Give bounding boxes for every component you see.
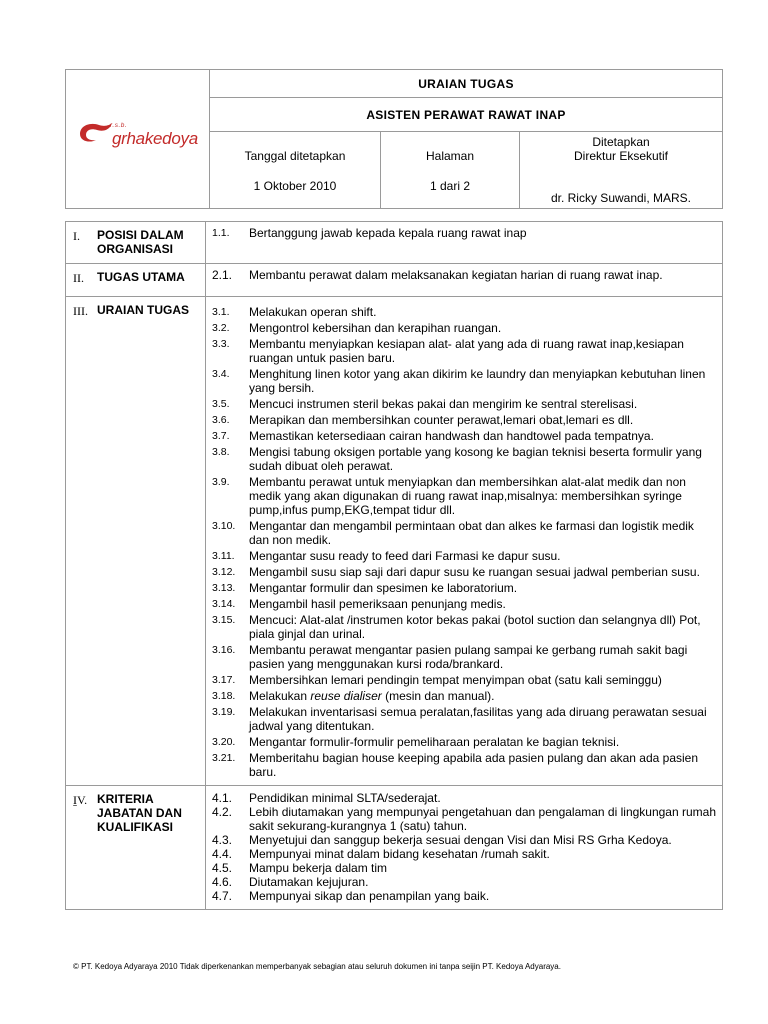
item-number: 3.19. — [212, 706, 236, 718]
item-number: 3.1. — [212, 306, 230, 318]
section-row — [66, 786, 723, 910]
item-number: 4.1. — [212, 791, 233, 805]
page-cell — [381, 132, 520, 209]
section-row — [66, 264, 723, 297]
item-number: 3.10. — [212, 520, 236, 532]
item-text: Memastikan ketersediaan cairan handwash dan handtowel pada tempatnya. — [249, 429, 654, 443]
item-text: Mampu bekerja dalam tim — [249, 861, 388, 875]
item-text-emphasis: reuse dialiser — [310, 689, 382, 703]
item-text: Melakukan operan shift. — [249, 305, 377, 319]
item-text-part: Melakukan — [249, 689, 311, 703]
section-row — [66, 222, 723, 264]
item-number: 4.3. — [212, 833, 233, 847]
item-text — [249, 689, 716, 703]
item-text: Mengantar formulir-formulir pemeliharaan peralatan ke bagian teknisi. — [249, 735, 620, 749]
section-items — [206, 786, 723, 910]
list-item — [212, 791, 716, 805]
approver-name: dr. Ricky Suwandi, MARS. — [550, 191, 692, 205]
item-text: Pendidikan minimal SLTA/sederajat. — [249, 791, 441, 805]
item-number: 3.4. — [212, 368, 230, 380]
approval-cell — [520, 132, 723, 209]
list-item — [212, 597, 716, 611]
item-text: Mengisi tabung oksigen portable yang kosong ke bagian teknisi beserta formulir yang sudah dibuat oleh perawat. — [249, 445, 702, 473]
section-items — [206, 222, 723, 264]
list-item — [212, 337, 716, 365]
section-number: II. — [66, 264, 94, 297]
item-text: Diutamakan kejujuran. — [249, 875, 369, 889]
item-number: 3.18. — [212, 690, 236, 702]
item-text: Menghitung linen kotor yang akan dikirim ke laundry dan menyiapkan kebutuhan linen yang bersih. — [249, 367, 706, 395]
item-text: Membantu perawat dalam melaksanakan kegiatan harian di ruang rawat inap. — [249, 268, 663, 282]
list-item — [212, 875, 716, 889]
item-number: 4.4. — [212, 847, 233, 861]
list-item — [212, 413, 716, 427]
list-item — [212, 226, 716, 240]
section-title: TUGAS UTAMA — [93, 264, 206, 297]
list-item — [212, 833, 716, 847]
list-item — [212, 549, 716, 563]
list-item — [212, 305, 716, 319]
section-number: I̱V. — [66, 786, 94, 910]
list-item — [212, 613, 716, 641]
list-item — [212, 735, 716, 749]
item-number: 3.17. — [212, 674, 236, 686]
item-text: Melakukan inventarisasi semua peralatan,fasilitas yang ada diruang perawatan sesuai jadwal yang ditentukan. — [249, 705, 707, 733]
list-item — [212, 889, 716, 903]
item-number: 2.1. — [212, 268, 233, 282]
list-item — [212, 565, 716, 579]
item-number: 1.1. — [212, 227, 230, 239]
document-header — [65, 69, 723, 209]
logo-cell — [66, 70, 210, 209]
logo-small-text: r.s.b. — [110, 122, 128, 129]
item-number: 3.6. — [212, 414, 230, 426]
item-text: Mengantar dan mengambil permintaan obat dan alkes ke farmasi dan logistik medik dan non medik. — [249, 519, 694, 547]
item-text: Merapikan dan membersihkan counter perawat,lemari obat,lemari es dll. — [249, 413, 634, 427]
page-label: Halaman — [425, 149, 475, 163]
list-item — [212, 321, 716, 335]
section-title: POSISI DALAM ORGANISASI — [93, 222, 206, 264]
item-text: Mengantar formulir dan spesimen ke laboratorium. — [249, 581, 518, 595]
item-text: Mengontrol kebersihan dan kerapihan ruangan. — [249, 321, 502, 335]
list-item — [212, 689, 716, 703]
section-items — [206, 264, 723, 297]
item-text: Menyetujui dan sanggup bekerja sesuai dengan Visi dan Misi RS Grha Kedoya. — [249, 833, 672, 847]
job-description-table — [65, 221, 723, 910]
item-number: 3.5. — [212, 398, 230, 410]
list-item — [212, 751, 716, 779]
list-item — [212, 367, 716, 395]
document-title: URAIAN TUGAS — [210, 70, 723, 98]
section-number: III. — [66, 297, 94, 786]
item-number: 3.13. — [212, 582, 236, 594]
approval-role: Direktur Eksekutif — [573, 149, 669, 163]
copyright-footer: © PT. Kedoya Adyaraya 2010 Tidak diperkenankan memperbanyak sebagian atau seluruh dokumen ini tanpa seijin PT. Kedoya Adyaraya. — [73, 962, 561, 971]
item-number: 4.2. — [212, 805, 233, 819]
logo-text: grhakedoya — [112, 129, 198, 148]
item-text: Membantu perawat untuk menyiapkan dan membersihkan alat-alat medik dan non medik yang akan digunakan di ruang rawat inap,misalnya: membersihkan syringe pump,infus pump,EKG,tempat tidur dll. — [249, 475, 686, 517]
list-item — [212, 397, 716, 411]
section-number: I. — [66, 222, 94, 264]
list-item — [212, 673, 716, 687]
item-number: 4.7. — [212, 889, 233, 903]
date-label: Tanggal ditetapkan — [244, 149, 346, 163]
section-items — [206, 297, 723, 786]
approval-label: Ditetapkan — [592, 135, 650, 149]
list-item — [212, 643, 716, 671]
item-number: 3.20. — [212, 736, 236, 748]
item-text: Mengantar susu ready to feed dari Farmasi ke dapur susu. — [249, 549, 561, 563]
item-text: Membantu menyiapkan kesiapan alat- alat yang ada di ruang rawat inap,kesiapan ruangan untuk pasien baru. — [249, 337, 684, 365]
item-text: Mengambil hasil pemeriksaan penunjang medis. — [249, 597, 506, 611]
section-title: URAIAN TUGAS — [93, 297, 206, 786]
item-text: Membantu perawat mengantar pasien pulang sampai ke gerbang rumah sakit bagi pasien yang menggunakan kursi roda/brankard. — [249, 643, 688, 671]
list-item — [212, 705, 716, 733]
section-row — [66, 297, 723, 786]
list-item — [212, 805, 716, 833]
list-item — [212, 861, 716, 875]
item-text: Membersihkan lemari pendingin tempat menyimpan obat (satu kali seminggu) — [249, 673, 662, 687]
item-text: Mencuci instrumen steril bekas pakai dan mengirim ke sentral sterelisasi. — [249, 397, 638, 411]
hospital-logo — [66, 71, 209, 207]
item-number: 3.8. — [212, 446, 230, 458]
list-item — [212, 268, 716, 282]
date-value: 1 Oktober 2010 — [253, 179, 337, 193]
item-text: Mencuci: Alat-alat /instrumen kotor bekas pakai (botol suction dan selangnya dll) Pot, piala ginjal dan urinal. — [249, 613, 701, 641]
item-number: 3.9. — [212, 476, 230, 488]
list-item — [212, 519, 716, 547]
item-number: 3.11. — [212, 550, 235, 562]
list-item — [212, 429, 716, 443]
item-number: 3.14. — [212, 598, 236, 610]
item-text: Mempunyai minat dalam bidang kesehatan /rumah sakit. — [249, 847, 550, 861]
list-item — [212, 445, 716, 473]
item-number: 3.16. — [212, 644, 236, 656]
item-number: 3.12. — [212, 566, 236, 578]
logo-swoosh-icon — [77, 119, 113, 145]
item-text: Bertanggung jawab kepada kepala ruang rawat inap — [249, 226, 527, 240]
item-number: 4.5. — [212, 861, 233, 875]
item-text-part: (mesin dan manual). — [381, 689, 495, 703]
item-text: Lebih diutamakan yang mempunyai pengetahuan dan pengalaman di lingkungan rumah sakit sekurang-kurangnya 1 (satu) tahun. — [249, 805, 717, 833]
page-value: 1 dari 2 — [429, 179, 471, 193]
item-number: 3.7. — [212, 430, 230, 442]
list-item — [212, 847, 716, 861]
item-number: 3.3. — [212, 338, 230, 350]
item-number: 3.21. — [212, 752, 236, 764]
item-number: 4.6. — [212, 875, 233, 889]
item-number: 3.15. — [212, 614, 236, 626]
section-title: KRITERIA JABATAN DAN KUALIFIKASI — [93, 786, 206, 910]
list-item — [212, 475, 716, 517]
list-item — [212, 581, 716, 595]
document-subtitle: ASISTEN PERAWAT RAWAT INAP — [210, 98, 723, 132]
item-text: Mengambil susu siap saji dari dapur susu ke ruangan sesuai jadwal pemberian susu. — [249, 565, 700, 579]
item-text: Mempunyai sikap dan penampilan yang baik. — [249, 889, 490, 903]
date-cell — [210, 132, 381, 209]
item-text: Memberitahu bagian house keeping apabila ada pasien pulang dan akan ada pasien baru. — [249, 751, 699, 779]
item-number: 3.2. — [212, 322, 230, 334]
